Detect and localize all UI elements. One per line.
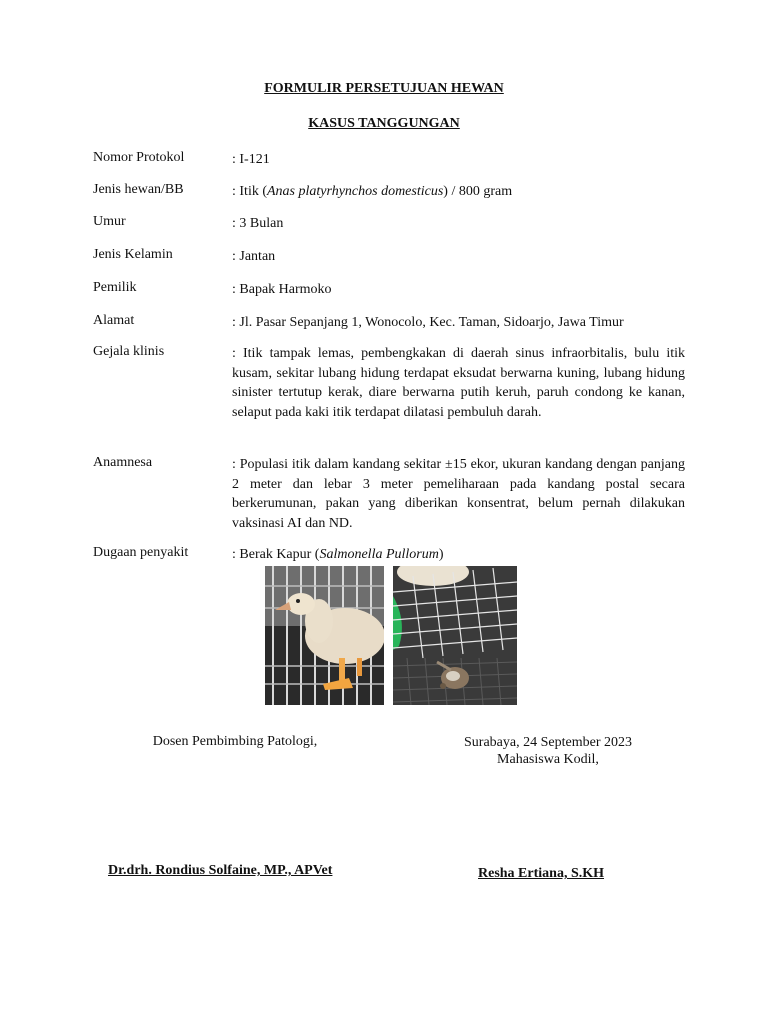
duck-photo-illustration: [265, 566, 384, 705]
field-protocol-label: Nomor Protokol: [93, 150, 185, 165]
field-sex-value: : Jantan: [232, 249, 276, 264]
signature-left-name: Dr.drh. Rondius Solfaine, MP., APVet: [108, 863, 333, 878]
field-owner-label: Pemilik: [93, 280, 137, 295]
duck-photo: [265, 566, 384, 705]
field-age-label: Umur: [93, 214, 126, 229]
field-age-value: : 3 Bulan: [232, 216, 284, 231]
signature-right-role: Mahasiswa Kodil,: [497, 752, 599, 767]
signature-right-block: [440, 734, 656, 768]
field-symptoms-label: Gejala klinis: [93, 344, 165, 359]
field-owner-value: : Bapak Harmoko: [232, 282, 332, 297]
field-address-label: Alamat: [93, 313, 135, 328]
species-prefix: : Itik (: [232, 184, 267, 199]
diagnosis-prefix: : Berak Kapur (: [232, 547, 320, 562]
droppings-photo-illustration: [393, 566, 517, 705]
form-title-line-2: KASUS TANGGUNGAN: [308, 116, 460, 131]
field-symptoms-value: : Itik tampak lemas, pembengkakan di daerah sinus infraorbitalis, bulu itik kusam, sekitar lubang hidung terdapat eksudat berwarna kuning, lubang hidung sinister tertutup kerak, diare berwarna putih keruh, paruh condong ke kanan, selaput pada kaki itik terdapat dilatasi pembuluh darah.: [232, 346, 685, 420]
signature-right-name: Resha Ertiana, S.KH: [478, 866, 605, 881]
field-diagnosis-value: [232, 545, 685, 565]
species-scientific-name: Anas platyrhynchos domesticus: [267, 184, 444, 199]
form-title-line-1: FORMULIR PERSETUJUAN HEWAN: [264, 81, 504, 96]
field-protocol-value: : I-121: [232, 152, 270, 167]
signature-left-role: Dosen Pembimbing Patologi,: [152, 734, 318, 749]
signature-place-date: Surabaya, 24 September 2023: [464, 735, 632, 750]
field-diagnosis-label: Dugaan penyakit: [93, 545, 189, 560]
diagnosis-scientific-name: Salmonella Pullorum: [319, 547, 439, 562]
field-sex-label: Jenis Kelamin: [93, 247, 173, 262]
field-species-value: [232, 182, 685, 202]
droppings-photo: [393, 566, 517, 705]
species-suffix: ) / 800 gram: [443, 184, 513, 199]
field-history-label: Anamnesa: [93, 455, 153, 470]
field-address-value: : Jl. Pasar Sepanjang 1, Wonocolo, Kec. Taman, Sidoarjo, Jawa Timur: [232, 315, 624, 330]
field-history-value: : Populasi itik dalam kandang sekitar ±15 ekor, ukuran kandang dengan panjang 2 meter dan lebar 3 meter pemeliharaan pada kandang postal secara berkerumunan, pakan yang diberikan konsentrat, belum pernah dilakukan vaksinasi AI dan ND.: [232, 457, 685, 531]
diagnosis-suffix: ): [438, 547, 444, 562]
field-species-label: Jenis hewan/BB: [93, 182, 184, 197]
